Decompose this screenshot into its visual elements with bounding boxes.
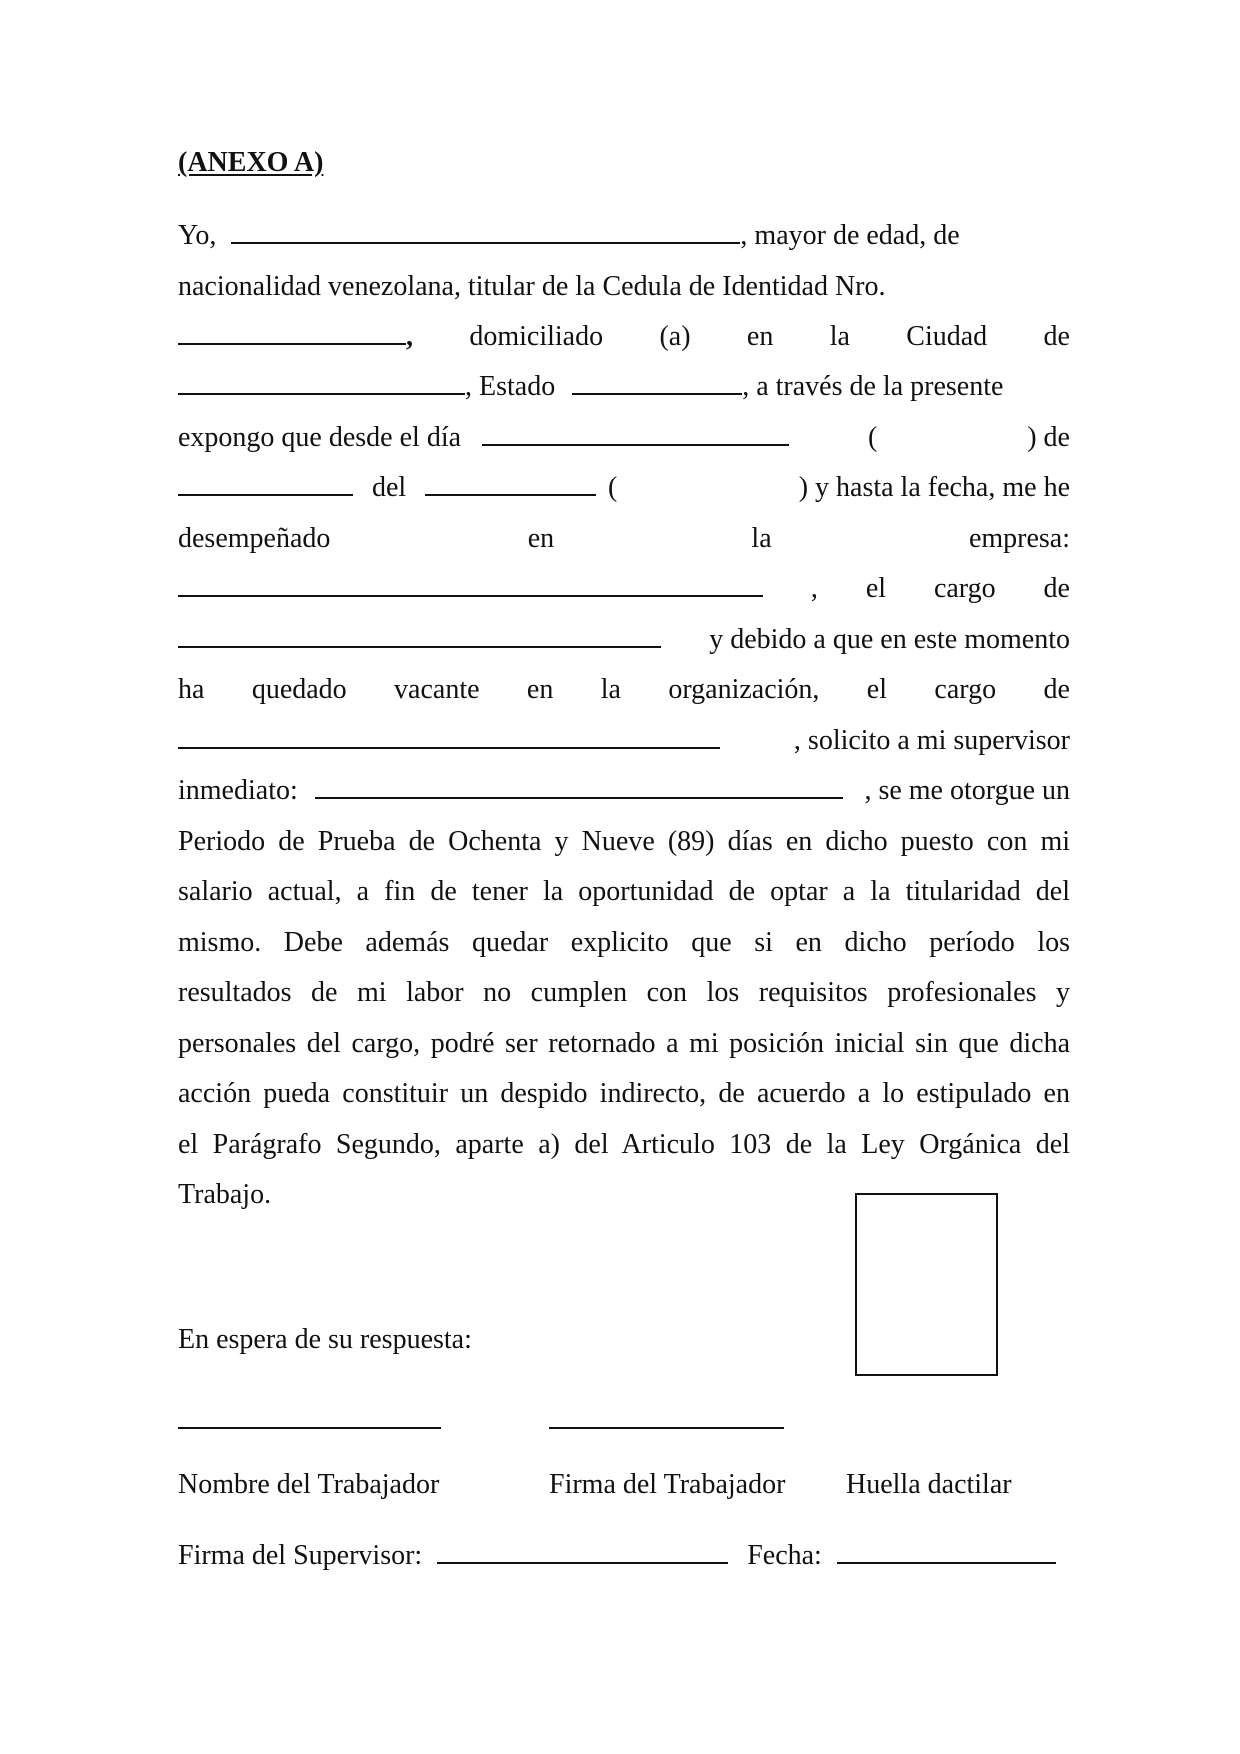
supervisor-blank[interactable]	[315, 775, 843, 799]
document-title: (ANEXO A)	[178, 147, 324, 178]
dia-blank[interactable]	[482, 422, 789, 446]
text-line-14: salario actual, a fin de tener la oportunidad de optar a la titularidad del	[178, 876, 1070, 907]
text-solicito: , solicito a mi supervisor	[793, 725, 1070, 756]
text-en-2: en	[527, 523, 555, 554]
text-en: en	[746, 321, 774, 352]
nombre-signature-line[interactable]	[178, 1427, 441, 1429]
text-line-10	[178, 672, 1070, 708]
text-line-19: el Parágrafo Segundo, aparte a) del Articulo 103 de la Ley Orgánica del	[178, 1129, 1070, 1160]
supervisor-signature-blank[interactable]	[437, 1540, 728, 1564]
text-line-16: resultados de mi labor no cumplen con los requisitos profesionales y	[178, 977, 1070, 1008]
text-hasta: ) y hasta la fecha, me he	[798, 472, 1070, 503]
text-comma-bold: ,	[406, 321, 413, 352]
text-desempenado: desempeñado	[178, 523, 331, 554]
text-en-3: en	[526, 674, 554, 705]
text-la: la	[829, 321, 850, 352]
text-line-17: personales del cargo, podré ser retornado a mi posición inicial sin que dicha	[178, 1028, 1070, 1059]
text-line-11	[178, 723, 1070, 759]
cargo-actual-blank[interactable]	[178, 624, 661, 648]
text-debido: y debido a que en este momento	[709, 624, 1070, 655]
text-line-1	[178, 218, 1070, 254]
firma-label: Firma del Trabajador	[549, 1469, 786, 1500]
fecha-blank[interactable]	[837, 1540, 1056, 1564]
text-a-paren: (a)	[659, 321, 691, 352]
text-vacante: vacante	[394, 674, 480, 705]
text-open-paren-2: (	[608, 472, 618, 503]
text-organizacion: organización,	[668, 674, 820, 705]
text-line-4	[178, 369, 1070, 405]
text-line-12	[178, 773, 1070, 809]
text-expongo: expongo que desde el día	[178, 422, 462, 453]
text-del: del	[372, 472, 407, 503]
supervisor-line	[178, 1538, 1078, 1574]
text-line-7	[178, 521, 1070, 557]
text-line-18: acción pueda constituir un despido indirecto, de acuerdo a lo estipulado en	[178, 1078, 1070, 1109]
text-ha: ha	[178, 674, 205, 705]
closing-line: En espera de su respuesta:	[178, 1324, 472, 1355]
text-close-de: ) de	[1027, 422, 1070, 453]
text-de: de	[1043, 321, 1070, 352]
mes-blank[interactable]	[178, 472, 353, 496]
text-line-15: mismo. Debe además quedar explicito que si en dicho período los	[178, 927, 1070, 958]
text-el: el	[865, 573, 887, 604]
text-la-2: la	[751, 523, 772, 554]
text-a-traves: , a través de la presente	[742, 371, 1004, 402]
text-estado: , Estado	[465, 371, 556, 402]
text-yo: Yo,	[178, 220, 217, 251]
text-la-3: la	[600, 674, 621, 705]
text-line-9	[178, 622, 1070, 658]
text-cargo: cargo	[933, 573, 996, 604]
text-line-13: Periodo de Prueba de Ochenta y Nueve (89) días en dicho puesto con mi	[178, 826, 1070, 857]
cedula-blank[interactable]	[178, 321, 406, 345]
text-inmediato: inmediato:	[178, 775, 298, 806]
text-de-3: de	[1043, 674, 1070, 705]
text-quedado: quedado	[251, 674, 347, 705]
anio-blank[interactable]	[425, 472, 596, 496]
huella-label: Huella dactilar	[846, 1469, 1012, 1500]
text-otorgue: , se me otorgue un	[864, 775, 1070, 806]
text-empresa: empresa:	[968, 523, 1070, 554]
text-line-5	[178, 420, 1070, 456]
ciudad-blank[interactable]	[178, 371, 465, 395]
text-domiciliado: domiciliado	[469, 321, 604, 352]
text-open-paren: (	[868, 422, 878, 453]
text-nacionalidad: nacionalidad venezolana, titular de la Cedula de Identidad Nro.	[178, 271, 886, 302]
name-blank[interactable]	[231, 220, 740, 244]
text-line-6	[178, 470, 1070, 506]
text-line-8	[178, 571, 1070, 607]
text-line-3	[178, 319, 1070, 355]
text-line-2	[178, 269, 1070, 305]
empresa-blank[interactable]	[178, 573, 763, 597]
estado-blank[interactable]	[572, 371, 742, 395]
text-mayor: , mayor de edad, de	[740, 220, 960, 251]
text-comma: ,	[810, 573, 818, 604]
supervisor-label: Firma del Supervisor:	[178, 1540, 423, 1571]
text-ciudad: Ciudad	[906, 321, 988, 352]
nombre-label: Nombre del Trabajador	[178, 1469, 440, 1500]
firma-signature-line[interactable]	[549, 1427, 784, 1429]
cargo-vacante-blank[interactable]	[178, 725, 720, 749]
text-de-2: de	[1043, 573, 1070, 604]
fecha-label: Fecha:	[747, 1540, 822, 1571]
text-cargo-2: cargo	[934, 674, 997, 705]
text-el-2: el	[866, 674, 888, 705]
text-line-20: Trabajo.	[178, 1179, 272, 1210]
